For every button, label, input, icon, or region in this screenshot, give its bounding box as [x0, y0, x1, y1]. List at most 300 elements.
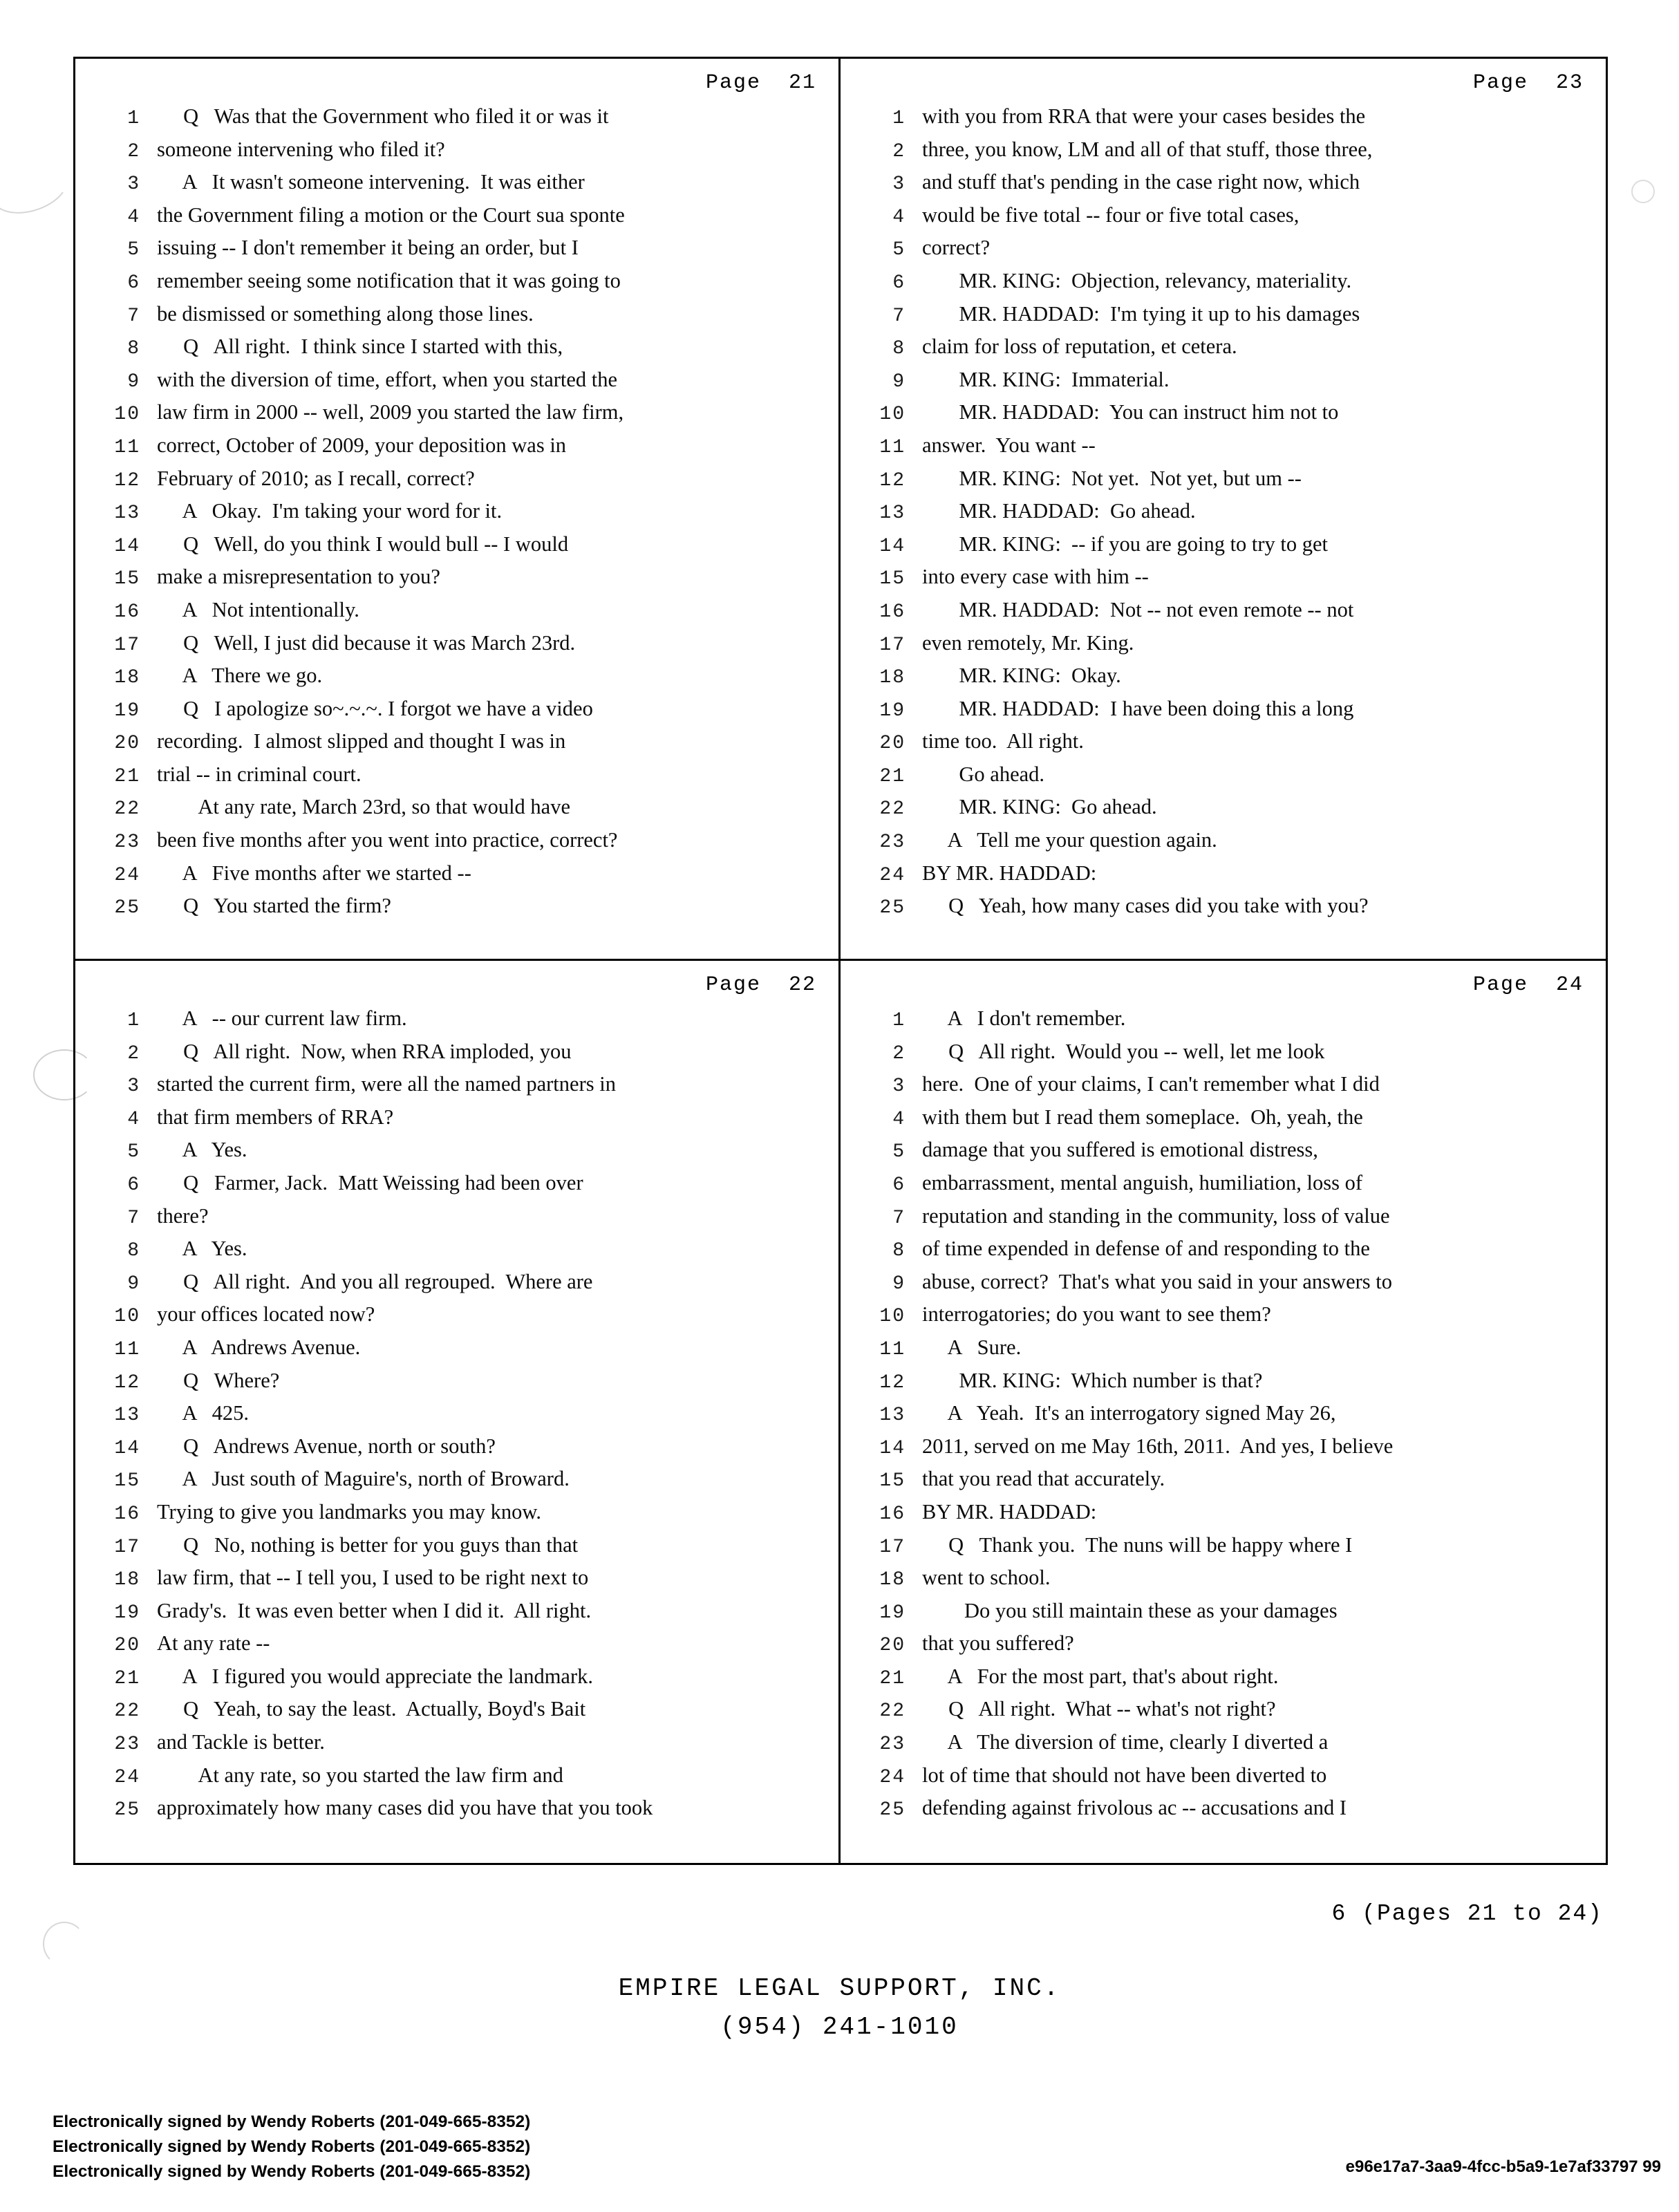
line-text: lot of time that should not have been diverted to — [922, 1763, 1327, 1787]
line-text: Q No, nothing is better for you guys than that — [157, 1533, 579, 1557]
transcript-line — [93, 467, 820, 500]
line-number: 23 — [114, 1734, 140, 1756]
line-number: 22 — [879, 1700, 906, 1723]
reporting-firm-phone: (954) 241-1010 — [720, 2013, 959, 2041]
line-text: A Yeah. It's an interrogatory signed May 26, — [922, 1401, 1336, 1425]
line-number: 11 — [879, 1338, 906, 1360]
transcript-line — [859, 138, 1588, 171]
line-text: MR. HADDAD: Not -- not even remote -- not — [922, 597, 1354, 621]
line-number: 15 — [879, 1470, 906, 1492]
line-number: 18 — [114, 1569, 140, 1591]
transcript-line — [859, 1631, 1588, 1665]
line-text: A The diversion of time, clearly I diverted a — [922, 1730, 1329, 1754]
line-number: 8 — [127, 1240, 140, 1262]
line-number: 18 — [879, 667, 906, 689]
line-text: that firm members of RRA? — [157, 1105, 394, 1129]
transcript-line — [93, 1006, 820, 1040]
line-text: Q All right. And you all regrouped. Where are — [157, 1269, 593, 1293]
transcript-line — [859, 1401, 1588, 1434]
transcript-line — [859, 795, 1588, 828]
line-text: Q All right. I think since I started with this, — [157, 335, 563, 359]
line-text: went to school. — [922, 1566, 1051, 1590]
line-text: MR. KING: Objection, relevancy, materiality. — [922, 268, 1352, 292]
line-number: 7 — [127, 1207, 140, 1229]
transcript-line — [859, 1335, 1588, 1369]
transcript-line — [859, 1270, 1588, 1303]
line-number: 17 — [114, 1536, 140, 1558]
transcript-line — [859, 1040, 1588, 1073]
line-text: Q You started the firm? — [157, 894, 391, 918]
line-number: 19 — [114, 1602, 140, 1624]
line-text: of time expended in defense of and responding to the — [922, 1237, 1370, 1261]
transcript-line — [93, 203, 820, 236]
line-text: make a misrepresentation to you? — [157, 565, 440, 589]
line-text: approximately how many cases did you have that you took — [157, 1796, 653, 1820]
line-number: 18 — [879, 1569, 906, 1591]
line-number: 19 — [879, 1602, 906, 1624]
transcript-line — [859, 598, 1588, 631]
scan-artifact — [0, 153, 75, 223]
line-text: abuse, correct? That's what you said in your answers to — [922, 1269, 1392, 1293]
line-number: 8 — [127, 338, 140, 360]
line-text: A Tell me your question again. — [922, 828, 1217, 852]
line-text: Q Thank you. The nuns will be happy where I — [922, 1533, 1353, 1557]
line-text: BY MR. HADDAD: — [922, 861, 1097, 885]
transcript-line — [93, 368, 820, 401]
line-text: would be five total -- four or five total cases, — [922, 203, 1300, 227]
line-text: remember seeing some notification that it was going to — [157, 268, 621, 292]
line-number: 21 — [879, 765, 906, 787]
line-number: 12 — [114, 469, 140, 491]
line-number: 15 — [114, 1470, 140, 1492]
line-number: 11 — [114, 436, 140, 458]
transcript-line — [859, 499, 1588, 532]
transcript-line — [859, 861, 1588, 894]
line-text: that you read that accurately. — [922, 1467, 1165, 1491]
line-text: and stuff that's pending in the case right now, which — [922, 170, 1360, 194]
line-number: 1 — [892, 108, 906, 129]
line-number: 5 — [127, 1141, 140, 1163]
line-text: A Sure. — [922, 1335, 1022, 1359]
transcript-line — [859, 828, 1588, 861]
transcript-line — [93, 1138, 820, 1171]
transcript-line — [859, 762, 1588, 796]
transcript-line — [859, 664, 1588, 697]
line-number: 16 — [879, 601, 906, 623]
line-number: 24 — [879, 1766, 906, 1788]
transcript-line — [859, 400, 1588, 433]
line-number: 20 — [114, 1635, 140, 1657]
line-text: reputation and standing in the community, loss of value — [922, 1203, 1390, 1228]
line-number: 23 — [114, 832, 140, 854]
transcript-line — [93, 664, 820, 697]
line-text: answer. You want -- — [922, 433, 1096, 457]
line-text: Do you still maintain these as your damages — [922, 1598, 1338, 1622]
line-text: three, you know, LM and all of that stuff, those three, — [922, 137, 1373, 161]
line-number: 25 — [879, 1799, 906, 1821]
transcript-line — [93, 1171, 820, 1204]
transcript-line — [93, 1467, 820, 1500]
line-text: here. One of your claims, I can't remember what I did — [922, 1072, 1380, 1096]
line-text: correct? — [922, 236, 991, 260]
line-number: 6 — [892, 1174, 906, 1196]
line-number: 13 — [114, 1405, 140, 1427]
transcript-line — [859, 302, 1588, 335]
transcript-line — [859, 1369, 1588, 1402]
transcript-page-24 — [841, 961, 1606, 1863]
document-hash: e96e17a7-3aa9-4fcc-b5a9-1e7af33797 99 — [1345, 2157, 1661, 2176]
line-number: 5 — [127, 239, 140, 261]
line-number: 24 — [879, 864, 906, 886]
transcript-line — [859, 1302, 1588, 1335]
line-text: correct, October of 2009, your deposition was in — [157, 433, 567, 457]
line-text: Q Andrews Avenue, north or south? — [157, 1434, 496, 1458]
line-text: A Yes. — [157, 1237, 247, 1261]
line-number: 3 — [127, 1076, 140, 1098]
transcript-lines — [93, 104, 820, 927]
line-number: 9 — [127, 1273, 140, 1295]
transcript-line — [93, 1730, 820, 1763]
transcript-lines — [859, 104, 1588, 927]
line-text: Q Where? — [157, 1368, 280, 1392]
line-number: 3 — [892, 174, 906, 196]
line-text: A It wasn't someone intervening. It was either — [157, 170, 585, 194]
transcript-line — [859, 1204, 1588, 1237]
pages-range-label: 6 (Pages 21 to 24) — [1331, 1901, 1603, 1927]
transcript-line — [859, 269, 1588, 302]
transcript-line — [859, 203, 1588, 236]
line-text: Q Farmer, Jack. Matt Weissing had been over — [157, 1170, 583, 1194]
transcript-line — [859, 1697, 1588, 1730]
transcript-line — [93, 1072, 820, 1105]
transcript-page-22 — [75, 961, 841, 1863]
line-text: MR. KING: Okay. — [922, 664, 1121, 688]
line-text: MR. HADDAD: I'm tying it up to his damages — [922, 301, 1360, 326]
reporting-firm-name: EMPIRE LEGAL SUPPORT, INC. — [618, 1974, 1061, 2003]
line-number: 19 — [114, 700, 140, 722]
transcript-line — [93, 1105, 820, 1138]
line-number: 13 — [114, 503, 140, 525]
line-number: 6 — [127, 272, 140, 294]
transcript-line — [859, 532, 1588, 565]
transcript-line — [93, 1533, 820, 1566]
transcript-line — [93, 1796, 820, 1829]
transcript-line — [93, 1500, 820, 1533]
transcript-line — [859, 631, 1588, 664]
line-number: 25 — [114, 1799, 140, 1821]
transcript-line — [859, 1467, 1588, 1500]
line-text: A There we go. — [157, 664, 323, 688]
page-label: Page 23 — [1472, 71, 1584, 95]
line-number: 7 — [127, 305, 140, 327]
transcript-line — [859, 170, 1588, 203]
transcript-line — [93, 729, 820, 762]
line-number: 2 — [892, 140, 906, 162]
transcript-line — [859, 433, 1588, 467]
line-text: with them but I read them someplace. Oh, yeah, the — [922, 1105, 1363, 1129]
scan-artifact — [43, 1922, 86, 1966]
line-text: that you suffered? — [922, 1631, 1074, 1656]
transcript-line — [93, 631, 820, 664]
line-text: trial -- in criminal court. — [157, 762, 362, 786]
transcript-line — [93, 565, 820, 598]
line-number: 22 — [114, 1700, 140, 1723]
page-label: Page 24 — [1472, 973, 1584, 997]
line-text: MR. HADDAD: Go ahead. — [922, 499, 1196, 523]
line-text: A Just south of Maguire's, north of Broward. — [157, 1467, 570, 1491]
line-text: A I figured you would appreciate the landmark. — [157, 1664, 593, 1688]
line-number: 5 — [892, 1141, 906, 1163]
transcript-line — [859, 1171, 1588, 1204]
line-number: 10 — [114, 404, 140, 426]
line-text: claim for loss of reputation, et cetera. — [922, 335, 1237, 359]
transcript-line — [859, 1500, 1588, 1533]
line-number: 8 — [892, 338, 906, 360]
line-number: 9 — [127, 371, 140, 393]
line-number: 17 — [879, 634, 906, 656]
line-number: 25 — [879, 897, 906, 919]
line-number: 4 — [892, 206, 906, 228]
line-text: A -- our current law firm. — [157, 1006, 407, 1030]
line-text: MR. KING: Go ahead. — [922, 795, 1157, 819]
line-number: 14 — [879, 1437, 906, 1459]
transcript-line — [859, 1006, 1588, 1040]
transcript-line — [93, 1434, 820, 1468]
transcript-line — [93, 1401, 820, 1434]
transcript-line — [93, 1599, 820, 1632]
line-text: into every case with him -- — [922, 565, 1149, 589]
line-text: Q I apologize so~.~.~. I forgot we have a video — [157, 696, 593, 720]
line-text: the Government filing a motion or the Court sua sponte — [157, 203, 625, 227]
transcript-lines — [93, 1006, 820, 1829]
line-number: 4 — [127, 206, 140, 228]
transcript-line — [93, 828, 820, 861]
line-text: A Five months after we started -- — [157, 861, 471, 885]
line-text: law firm in 2000 -- well, 2009 you started the law firm, — [157, 400, 624, 424]
line-text: defending against frivolous ac -- accusations and I — [922, 1796, 1347, 1820]
line-number: 23 — [879, 832, 906, 854]
line-text: Q Yeah, to say the least. Actually, Boyd's Bait — [157, 1697, 586, 1721]
electronic-signature: Electronically signed by Wendy Roberts (201-049-665-8352) — [53, 2137, 531, 2156]
transcript-line — [859, 335, 1588, 368]
line-number: 1 — [127, 1010, 140, 1031]
line-text: damage that you suffered is emotional distress, — [922, 1138, 1318, 1162]
line-number: 24 — [114, 864, 140, 886]
line-text: A Andrews Avenue. — [157, 1335, 361, 1359]
line-text: A 425. — [157, 1401, 250, 1425]
line-text: February of 2010; as I recall, correct? — [157, 466, 475, 490]
line-number: 22 — [879, 798, 906, 821]
transcript-line — [859, 1796, 1588, 1829]
transcript-line — [93, 400, 820, 433]
line-text: Q All right. Would you -- well, let me look — [922, 1039, 1325, 1063]
line-number: 12 — [879, 469, 906, 491]
transcript-line — [93, 499, 820, 532]
line-text: BY MR. HADDAD: — [922, 1499, 1097, 1524]
line-number: 21 — [879, 1667, 906, 1689]
line-number: 2 — [892, 1042, 906, 1065]
line-text: MR. KING: Which number is that? — [922, 1368, 1263, 1392]
line-text: Q Well, do you think I would bull -- I would — [157, 532, 569, 556]
line-text: A Not intentionally. — [157, 597, 359, 621]
transcript-line — [93, 795, 820, 828]
line-number: 6 — [892, 272, 906, 294]
line-number: 4 — [892, 1108, 906, 1130]
line-number: 17 — [114, 634, 140, 656]
transcript-line — [93, 1040, 820, 1073]
line-text: with you from RRA that were your cases besides the — [922, 104, 1366, 128]
transcript-line — [93, 1631, 820, 1665]
transcript-line — [859, 1566, 1588, 1599]
transcript-line — [93, 1566, 820, 1599]
line-number: 10 — [114, 1306, 140, 1328]
transcript-line — [93, 894, 820, 927]
transcript-line — [93, 138, 820, 171]
line-text: A Okay. I'm taking your word for it. — [157, 499, 503, 523]
electronic-signature-block — [53, 2110, 530, 2184]
line-text: even remotely, Mr. King. — [922, 630, 1134, 655]
line-number: 15 — [114, 568, 140, 590]
line-text: MR. KING: -- if you are going to try to get — [922, 532, 1329, 556]
line-number: 21 — [114, 765, 140, 787]
line-text: embarrassment, mental anguish, humiliation, loss of — [922, 1170, 1363, 1194]
scan-artifact — [1631, 180, 1655, 203]
transcript-line — [93, 236, 820, 269]
line-text: be dismissed or something along those lines. — [157, 301, 534, 326]
line-number: 9 — [892, 1273, 906, 1295]
line-number: 21 — [114, 1667, 140, 1689]
transcript-line — [859, 104, 1588, 138]
line-number: 11 — [879, 436, 906, 458]
transcript-line — [93, 1270, 820, 1303]
line-text: Q Well, I just did because it was March 23rd. — [157, 630, 576, 655]
transcript-line — [93, 1204, 820, 1237]
transcript-line — [859, 467, 1588, 500]
line-number: 5 — [892, 239, 906, 261]
transcript-line — [859, 1434, 1588, 1468]
line-text: started the current firm, were all the named partners in — [157, 1072, 616, 1096]
line-number: 25 — [114, 897, 140, 919]
line-text: Q Yeah, how many cases did you take with you? — [922, 894, 1369, 918]
transcript-line — [93, 1237, 820, 1270]
line-number: 19 — [879, 700, 906, 722]
line-number: 13 — [879, 503, 906, 525]
line-text: At any rate -- — [157, 1631, 270, 1656]
line-number: 14 — [879, 535, 906, 557]
line-number: 20 — [114, 733, 140, 755]
electronic-signature: Electronically signed by Wendy Roberts (201-049-665-8352) — [53, 2162, 531, 2181]
line-number: 16 — [879, 1503, 906, 1525]
line-number: 4 — [127, 1108, 140, 1130]
line-number: 2 — [127, 1042, 140, 1065]
line-number: 12 — [879, 1371, 906, 1394]
transcript-lines — [859, 1006, 1588, 1829]
line-number: 1 — [127, 108, 140, 129]
transcript-line — [859, 1533, 1588, 1566]
line-number: 13 — [879, 1405, 906, 1427]
line-number: 18 — [114, 667, 140, 689]
line-text: Grady's. It was even better when I did it. All right. — [157, 1598, 592, 1622]
line-text: with the diversion of time, effort, when you started the — [157, 367, 618, 391]
line-number: 14 — [114, 535, 140, 557]
transcript-line — [93, 598, 820, 631]
line-number: 16 — [114, 1503, 140, 1525]
line-text: MR. KING: Immaterial. — [922, 367, 1170, 391]
transcript-page-23 — [841, 59, 1606, 961]
line-number: 8 — [892, 1240, 906, 1262]
line-text: issuing -- I don't remember it being an order, but I — [157, 236, 579, 260]
transcript-line — [859, 1730, 1588, 1763]
transcript-line — [859, 1599, 1588, 1632]
line-text: law firm, that -- I tell you, I used to be right next to — [157, 1566, 589, 1590]
transcript-line — [93, 269, 820, 302]
transcript-line — [93, 532, 820, 565]
transcript-line — [93, 1369, 820, 1402]
transcript-line — [859, 1138, 1588, 1171]
transcript-line — [93, 335, 820, 368]
line-number: 10 — [879, 1306, 906, 1328]
line-number: 14 — [114, 1437, 140, 1459]
transcript-page-21 — [75, 59, 841, 961]
line-number: 16 — [114, 601, 140, 623]
transcript-line — [859, 1763, 1588, 1797]
line-text: interrogatories; do you want to see them? — [922, 1302, 1271, 1327]
line-number: 12 — [114, 1371, 140, 1394]
line-text: At any rate, March 23rd, so that would have — [157, 795, 570, 819]
line-text: At any rate, so you started the law firm and — [157, 1763, 563, 1787]
transcript-line — [859, 368, 1588, 401]
electronic-signature: Electronically signed by Wendy Roberts (201-049-665-8352) — [53, 2112, 531, 2131]
transcript-line — [93, 170, 820, 203]
line-number: 7 — [892, 1207, 906, 1229]
line-text: A Yes. — [157, 1138, 247, 1162]
line-number: 23 — [879, 1734, 906, 1756]
line-text: Go ahead. — [922, 762, 1045, 786]
line-text: your offices located now? — [157, 1302, 375, 1327]
transcript-line — [859, 565, 1588, 598]
line-text: been five months after you went into practice, correct? — [157, 828, 618, 852]
line-text: MR. KING: Not yet. Not yet, but um -- — [922, 466, 1302, 490]
transcript-line — [93, 861, 820, 894]
line-text: Q Was that the Government who filed it or was it — [157, 104, 609, 128]
line-number: 1 — [892, 1010, 906, 1031]
page-label: Page 21 — [705, 71, 816, 95]
transcript-line — [859, 236, 1588, 269]
transcript-line — [93, 433, 820, 467]
line-text: A For the most part, that's about right. — [922, 1664, 1279, 1688]
line-text: A I don't remember. — [922, 1006, 1126, 1030]
transcript-line — [859, 697, 1588, 730]
transcript-line — [93, 1335, 820, 1369]
line-number: 7 — [892, 305, 906, 327]
transcript-line — [93, 104, 820, 138]
line-number: 2 — [127, 140, 140, 162]
transcript-line — [93, 1763, 820, 1797]
line-number: 11 — [114, 1338, 140, 1360]
line-number: 20 — [879, 1635, 906, 1657]
line-text: MR. HADDAD: I have been doing this a long — [922, 696, 1354, 720]
line-number: 6 — [127, 1174, 140, 1196]
line-text: MR. HADDAD: You can instruct him not to — [922, 400, 1339, 424]
transcript-line — [93, 697, 820, 730]
line-text: Q All right. What -- what's not right? — [922, 1697, 1276, 1721]
line-number: 15 — [879, 568, 906, 590]
line-text: time too. All right. — [922, 729, 1084, 753]
line-text: Q All right. Now, when RRA imploded, you — [157, 1039, 572, 1063]
line-text: there? — [157, 1203, 209, 1228]
line-number: 10 — [879, 404, 906, 426]
line-text: Trying to give you landmarks you may know. — [157, 1499, 542, 1524]
